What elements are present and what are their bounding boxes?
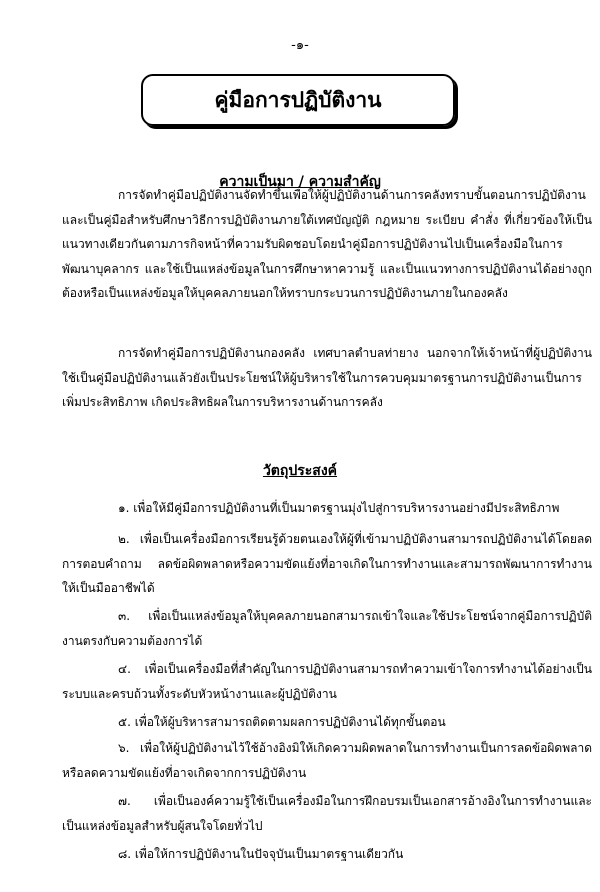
objective-item-3: ๓. เพื่อเป็นแหล่งข้อมูลให้บุคคลภายนอกสามารถเข้าใจและใช้ประโยชน์จากคู่มือการปฏิบัติงานตรงกับความต้องการได้ bbox=[62, 609, 592, 648]
title-box bbox=[141, 74, 455, 126]
objective-item-5: ๕. เพื่อให้ผู้บริหารสามารถติดตามผลการปฏิบัติงานได้ทุกขั้นตอน bbox=[118, 715, 446, 729]
objective-item-7: ๗. เพื่อเป็นองค์ความรู้ใช้เป็นเครื่องมือในการฝึกอบรมเป็นเอกสารอ้างอิงในการทำงานและเป็นแหล่งข้อมูลสำหรับผู้สนใจโดยทั่วไป bbox=[62, 794, 592, 833]
objectives-heading: วัตถุประสงค์ bbox=[262, 463, 338, 479]
objective-item-6: ๖. เพื่อให้ผู้ปฏิบัติงานไว้ใช้อ้างอิงมิให้เกิดความผิดพลาดในการทำงานเป็นการลดข้อผิดพลาดหรือลดความขัดแย้งที่อาจเกิดจากการปฏิบัติงาน bbox=[62, 741, 592, 780]
background-heading: ความเป็นมา / ความสำคัญ bbox=[219, 174, 381, 190]
background-paragraph-1: การจัดทำคู่มือปฏิบัติงานจัดทำขึ้นเพื่อให้ผู้ปฏิบัติงานด้านการคลังทราบขั้นตอนการปฏิบัติงาน และเป็นคู่มือสำหรับศึกษาวิธีการปฏิบัติงานภายใต้เทศบัญญัติ กฎหมาย ระเบียบ คำสั่ง ที่เกี่ยวข้องให้เป็นแนวทางเดียวกันตามภารกิจหน้าที่ความรับผิดชอบโดยนำคู่มือการปฏิบัติงานไปเป็นเครื่องมือในการพัฒนาบุคลากร และใช้เป็นแหล่งข้อมูลในการศึกษาหาความรู้ และเป็นแนวทางการปฏิบัติงานได้อย่างถูกต้องหรือเป็นแหล่งข้อมูลให้บุคคลภายนอกให้ทราบกระบวนการปฏิบัติงานภายในกองคลัง bbox=[62, 188, 592, 300]
background-paragraph-2: การจัดทำคู่มือการปฏิบัติงานกองคลัง เทศบาลตำบลท่ายาง นอกจากให้เจ้าหน้าที่ผู้ปฏิบัติงานใช้เป็นคู่มือปฏิบัติงานแล้วยังเป็นประโยชน์ให้ผู้บริหารใช้ในการควบคุมมาตรฐานการปฏิบัติงานเป็นการเพิ่มประสิทธิภาพ เกิดประสิทธิผลในการบริหารงานด้านการคลัง bbox=[62, 346, 592, 409]
objective-item-8: ๘. เพื่อให้การปฏิบัติงานในปัจจุบันเป็นมาตรฐานเดียวกัน bbox=[118, 847, 404, 861]
objective-item-4: ๔. เพื่อเป็นเครื่องมือที่สำคัญในการปฏิบัติงานสามารถทำความเข้าใจการทำงานได้อย่างเป็นระบบและครบถ้วนทั้งระดับหัวหน้างานและผู้ปฏิบัติงาน bbox=[62, 662, 592, 701]
document-title: คู่มือการปฏิบัติงาน bbox=[214, 87, 382, 112]
objective-item-2: ๒. เพื่อเป็นเครื่องมือการเรียนรู้ด้วยตนเองให้ผู้ที่เข้ามาปฏิบัติงานสามารถปฏิบัติงานได้โดยลดการตอบคำถาม ลดข้อผิดพลาดหรือความขัดแย้งที่อาจเกิดในการทำงานและสามารถพัฒนาการทำงานให้เป็นมืออาชีพได้ bbox=[62, 532, 592, 595]
objective-item-1: ๑. เพื่อให้มีคู่มือการปฏิบัติงานที่เป็นมาตรฐานมุ่งไปสู่การบริหารงานอย่างมีประสิทธิภาพ bbox=[118, 501, 560, 515]
page-number: -๑- bbox=[291, 38, 309, 53]
